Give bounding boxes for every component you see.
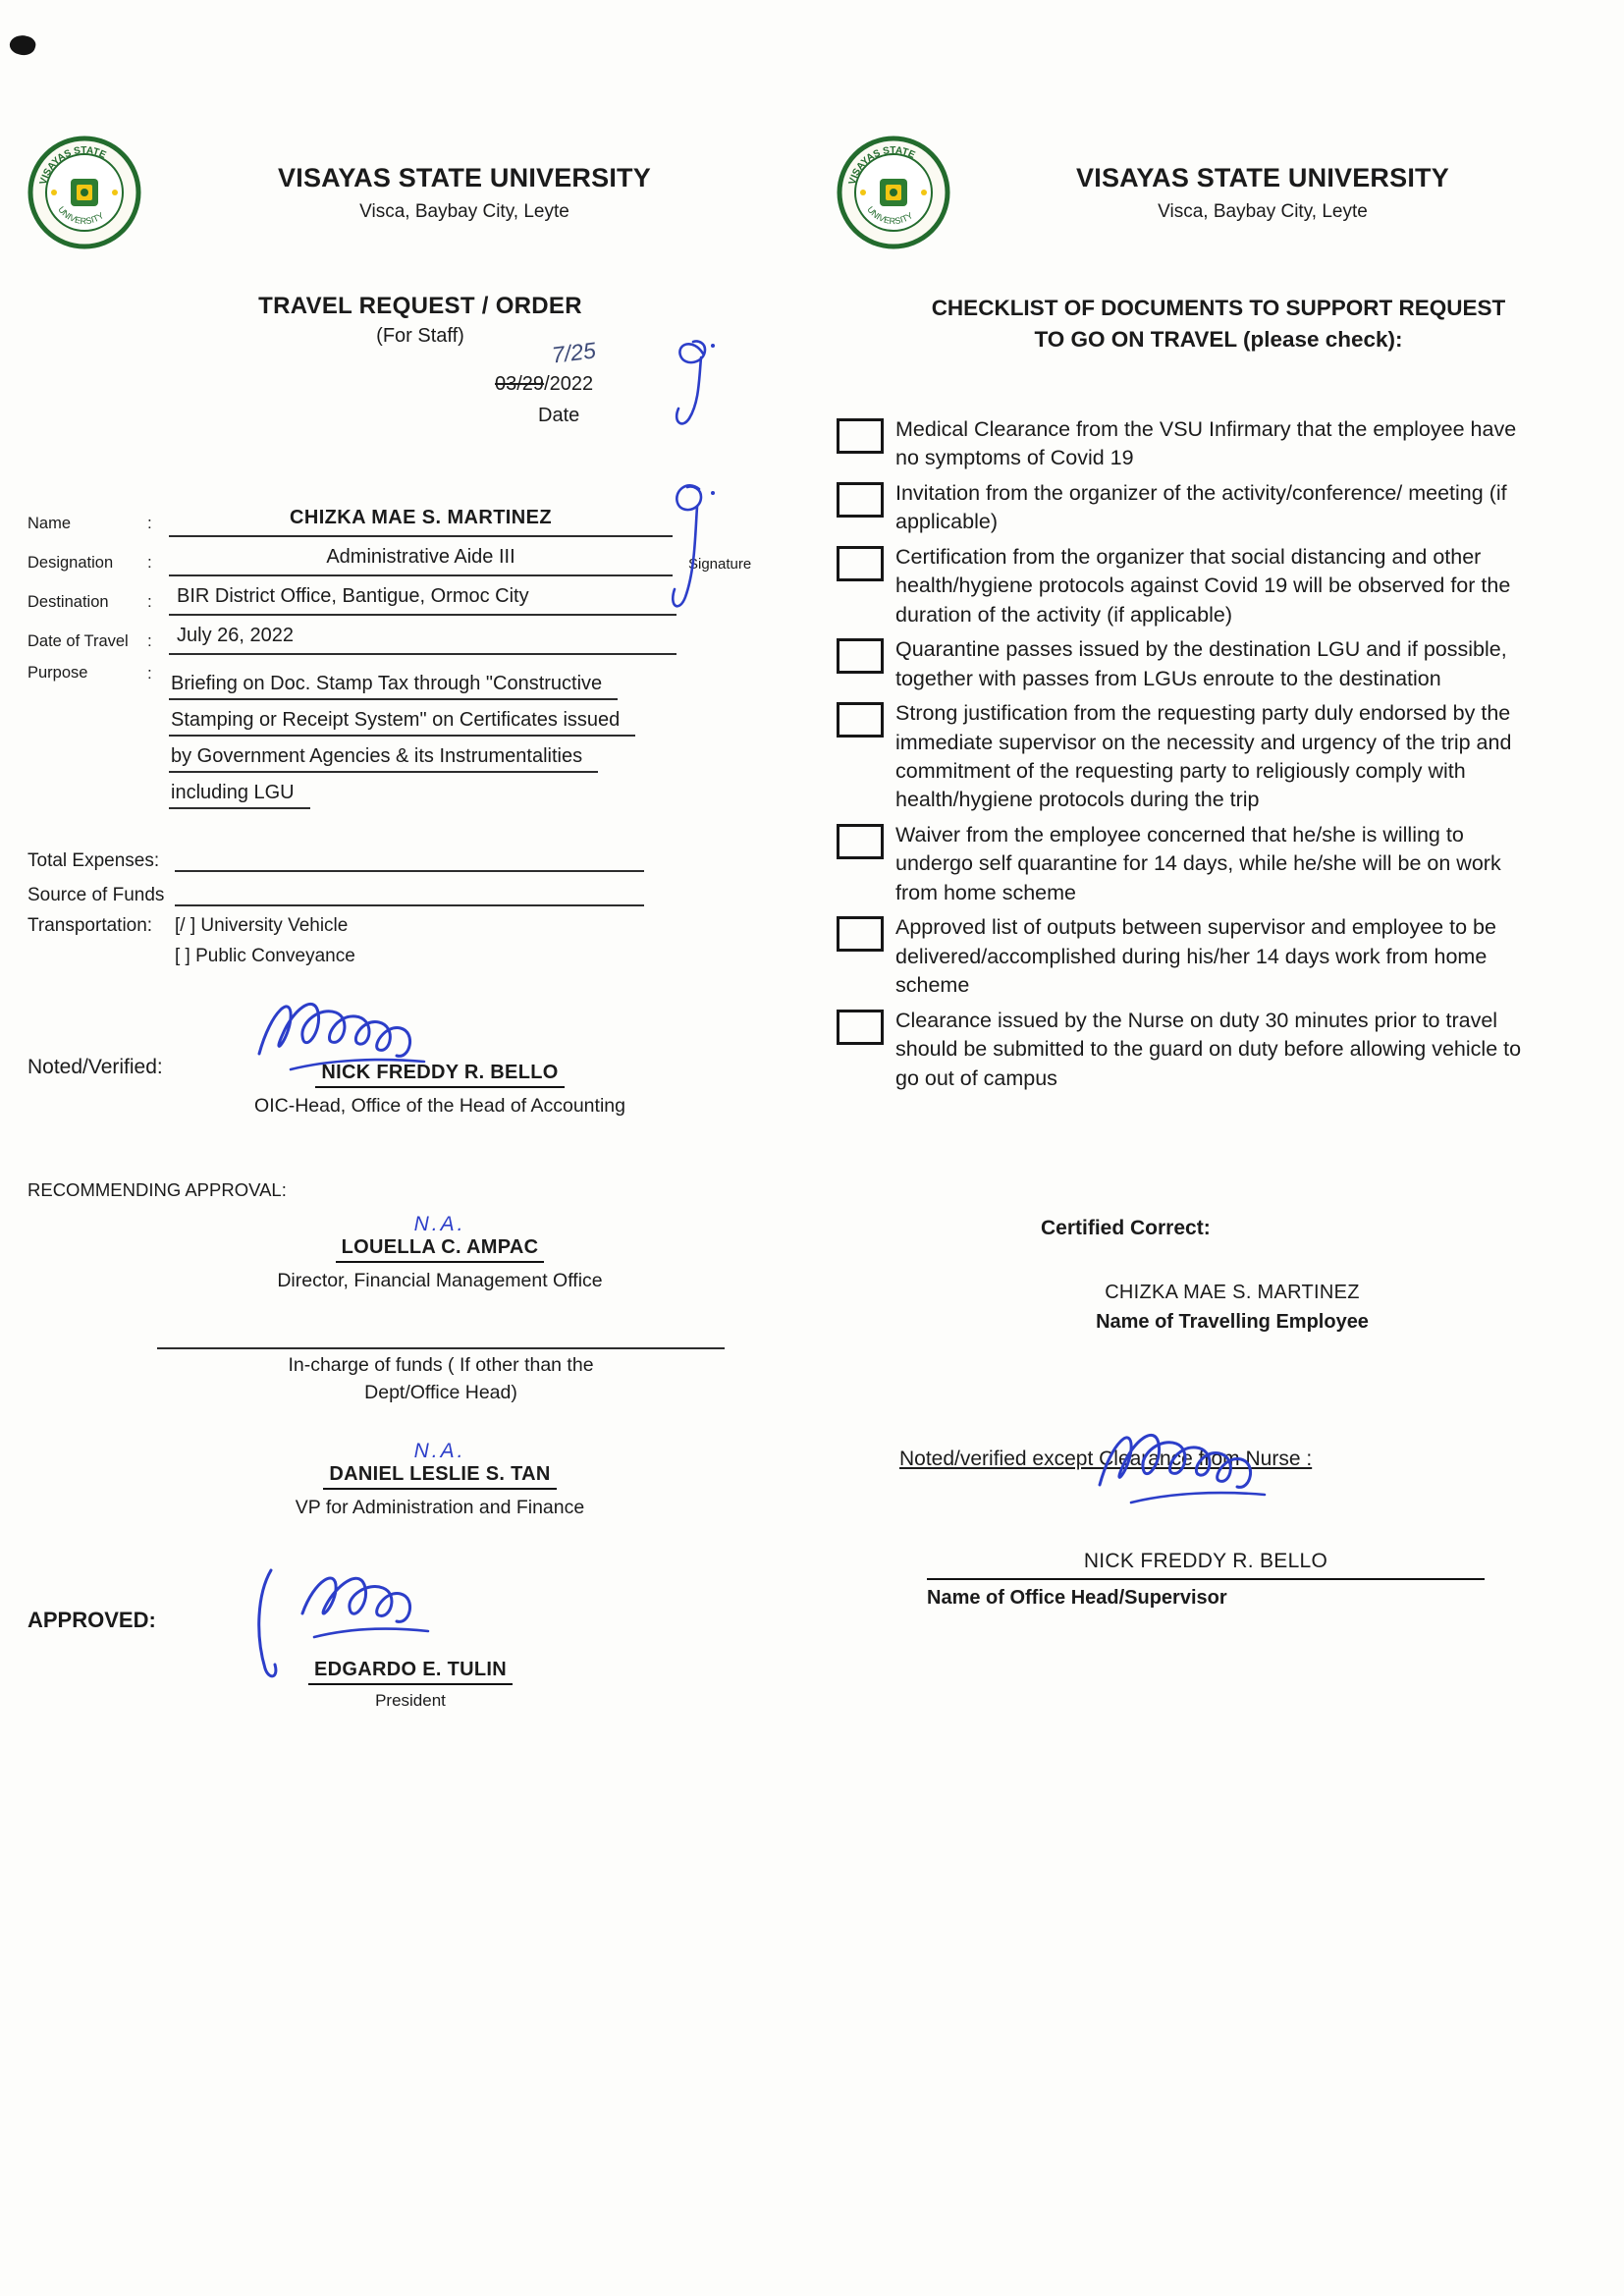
field-colon: :	[147, 592, 152, 611]
noted-verified-block	[27, 1020, 813, 1130]
vsu-seal-icon	[27, 136, 141, 249]
recommending-approval-label: RECOMMENDING APPROVAL:	[27, 1179, 287, 1200]
source-of-funds-blank-line	[175, 881, 644, 906]
field-row-purpose	[27, 664, 813, 809]
scan-artifact	[8, 32, 37, 58]
signatory-title: President	[375, 1691, 446, 1710]
signatory-name: NICK FREDDY R. BELLO	[315, 1062, 564, 1088]
field-label-date-of-travel: Date of Travel	[27, 632, 129, 650]
checklist	[837, 415, 1600, 1093]
incharge-signature-line	[157, 1347, 725, 1349]
field-value-designation: Administrative Aide III	[169, 546, 673, 576]
travel-request-form	[27, 136, 813, 1731]
checklist-item-text: Medical Clearance from the VSU Infirmary that the employee have no symptoms of Covid 19	[895, 417, 1517, 470]
certified-correct-label: Certified Correct:	[1041, 1216, 1211, 1239]
checkbox-waiver	[837, 824, 884, 859]
handwritten-na: N.A.	[413, 1213, 466, 1235]
approved-signatory	[194, 1659, 626, 1711]
signatory-name: DANIEL LESLIE S. TAN	[323, 1463, 556, 1490]
university-name: VISAYAS STATE UNIVERSITY	[1076, 162, 1449, 192]
purpose-line: by Government Agencies & its Instrumentalities	[169, 737, 598, 773]
purpose-line: including LGU	[169, 773, 310, 809]
source-of-funds-row	[27, 881, 813, 906]
source-of-funds-label: Source of Funds	[27, 885, 165, 905]
checklist-item-text: Certification from the organizer that social distancing and other health/hygiene protocols against Covid 19 will be observed for the duration of the activity (if applicable)	[895, 544, 1511, 627]
checklist-item	[837, 479, 1600, 537]
travelling-employee-name: CHIZKA MAE S. MARTINEZ	[1105, 1281, 1360, 1303]
date-label: Date	[538, 405, 580, 426]
signatory-name: LOUELLA C. AMPAC	[336, 1236, 545, 1263]
checklist-title	[837, 293, 1600, 355]
field-colon: :	[147, 514, 152, 532]
checklist-title-line2: TO GO ON TRAVEL (please check):	[1034, 326, 1403, 352]
purpose-line: Stamping or Receipt System" on Certificates issued	[169, 700, 635, 737]
field-value-destination: BIR District Office, Bantigue, Ormoc City	[169, 585, 677, 616]
field-label-designation: Designation	[27, 554, 114, 572]
checkbox-approved-outputs	[837, 916, 884, 952]
field-colon: :	[147, 631, 152, 650]
svg-text:VISAYAS STATE: VISAYAS STATE	[37, 144, 108, 187]
incharge-caption-line1: In-charge of funds ( If other than the	[288, 1354, 594, 1376]
noted-verified-exception-text: Noted/verified except Clearance from Nurse :	[899, 1447, 1313, 1470]
date-year-part: /2022	[544, 373, 594, 395]
checklist-item	[837, 635, 1600, 693]
total-expenses-blank-line	[175, 847, 644, 872]
field-row-date-of-travel	[27, 625, 813, 655]
checkbox-nurse-clearance	[837, 1010, 884, 1045]
noted-verified-label: Noted/Verified:	[27, 1056, 163, 1078]
checklist-item-text: Quarantine passes issued by the destination LGU and if possible, together with passes from LGUs enroute to the destination	[895, 637, 1507, 690]
handwritten-date: 7/25	[550, 337, 598, 368]
checkbox-medical-clearance	[837, 418, 884, 454]
checklist-item	[837, 913, 1600, 1000]
signature-ink-nick-bello	[1082, 1408, 1308, 1516]
checkbox-invitation	[837, 482, 884, 518]
noted-verified-right-block	[837, 1448, 1600, 1610]
field-label-name: Name	[27, 515, 72, 532]
form-title: TRAVEL REQUEST / ORDER	[258, 293, 582, 319]
signatory-title: Director, Financial Management Office	[277, 1270, 603, 1291]
svg-text:UNIVERSITY: UNIVERSITY	[56, 204, 106, 227]
office-head-caption: Name of Office Head/Supervisor	[927, 1586, 1227, 1609]
signatory-name: EDGARDO E. TULIN	[308, 1659, 513, 1685]
travelling-employee	[954, 1282, 1510, 1334]
approved-label: APPROVED:	[27, 1608, 156, 1632]
purpose-line: Briefing on Doc. Stamp Tax through "Constructive	[169, 664, 618, 700]
total-expenses-label: Total Expenses:	[27, 850, 160, 871]
noted-signatory	[155, 1062, 725, 1118]
signatory-title: OIC-Head, Office of the Head of Accounting	[254, 1095, 625, 1117]
transportation-option-university-vehicle: [/ ] University Vehicle	[175, 915, 349, 936]
svg-text:UNIVERSITY: UNIVERSITY	[865, 204, 915, 227]
checklist-item-text: Strong justification from the requesting party duly endorsed by the immediate supervisor on the necessity and urgency of the trip and commitment of the requesting party to religiously comply with health/hygiene protocols during the trip	[895, 701, 1512, 812]
field-value-name: CHIZKA MAE S. MARTINEZ	[169, 507, 673, 537]
checkbox-certification	[837, 546, 884, 581]
university-name: VISAYAS STATE UNIVERSITY	[278, 162, 651, 192]
signature-ink-employee	[664, 471, 725, 629]
checklist-item-text: Waiver from the employee concerned that he/she is willing to undergo self quarantine for 14 days, while he/she will be on work from home scheme	[895, 822, 1501, 904]
field-colon: :	[147, 553, 152, 572]
handwritten-na: N.A.	[413, 1440, 466, 1462]
checklist-item	[837, 699, 1600, 815]
transportation-row	[27, 915, 813, 937]
date-block	[27, 337, 813, 432]
total-expenses-row	[27, 847, 813, 872]
checklist-item	[837, 415, 1600, 473]
checklist-item-text: Clearance issued by the Nurse on duty 30 minutes prior to travel should be submitted to the guard on duty before allowing vehicle to go out of campus	[895, 1008, 1522, 1090]
checklist-item	[837, 821, 1600, 907]
travelling-employee-caption: Name of Travelling Employee	[1096, 1310, 1369, 1333]
purpose-lines	[169, 664, 805, 809]
signatory-title: VP for Administration and Finance	[295, 1497, 585, 1518]
university-address: Visca, Baybay City, Leyte	[359, 200, 569, 222]
incharge-of-funds-block	[157, 1347, 725, 1404]
checkbox-strong-justification	[837, 702, 884, 738]
office-head-name: NICK FREDDY R. BELLO	[927, 1550, 1485, 1580]
right-header-text	[950, 163, 1600, 223]
recommending-signatory	[155, 1213, 725, 1292]
certified-correct-block	[837, 1217, 1600, 1334]
checkbox-quarantine-passes	[837, 638, 884, 674]
vp-signatory	[155, 1440, 725, 1519]
approved-block	[27, 1574, 813, 1731]
printed-date	[495, 373, 593, 396]
form-subtitle: (For Staff)	[376, 325, 464, 347]
left-header	[27, 136, 813, 249]
checklist-item-text: Invitation from the organizer of the activity/conference/ meeting (if applicable)	[895, 480, 1507, 534]
right-header	[837, 136, 1600, 249]
checklist-item-text: Approved list of outputs between supervisor and employee to be delivered/accomplished during his/her 14 days work from home scheme	[895, 915, 1496, 998]
expenses-section	[27, 847, 813, 967]
signature-caption: Signature	[688, 556, 752, 573]
incharge-caption-line2: Dept/Office Head)	[364, 1382, 517, 1403]
field-colon: :	[147, 664, 152, 683]
checklist-form	[837, 136, 1600, 1610]
university-address: Visca, Baybay City, Leyte	[1158, 200, 1368, 222]
form-fields	[27, 507, 813, 809]
struck-date-part: 03/29	[495, 373, 545, 395]
left-header-text	[141, 163, 813, 223]
signature-ink-date	[664, 332, 721, 438]
field-value-date-of-travel: July 26, 2022	[169, 625, 677, 655]
svg-text:VISAYAS STATE: VISAYAS STATE	[846, 144, 917, 187]
checklist-item	[837, 1007, 1600, 1093]
checklist-title-line1: CHECKLIST OF DOCUMENTS TO SUPPORT REQUEST	[931, 296, 1506, 320]
field-label-destination: Destination	[27, 593, 109, 611]
vsu-seal-icon	[837, 136, 950, 249]
field-label-purpose: Purpose	[27, 664, 88, 682]
transportation-label: Transportation:	[27, 915, 153, 936]
checklist-item	[837, 543, 1600, 629]
transportation-option-public-conveyance: [ ] Public Conveyance	[175, 946, 355, 966]
